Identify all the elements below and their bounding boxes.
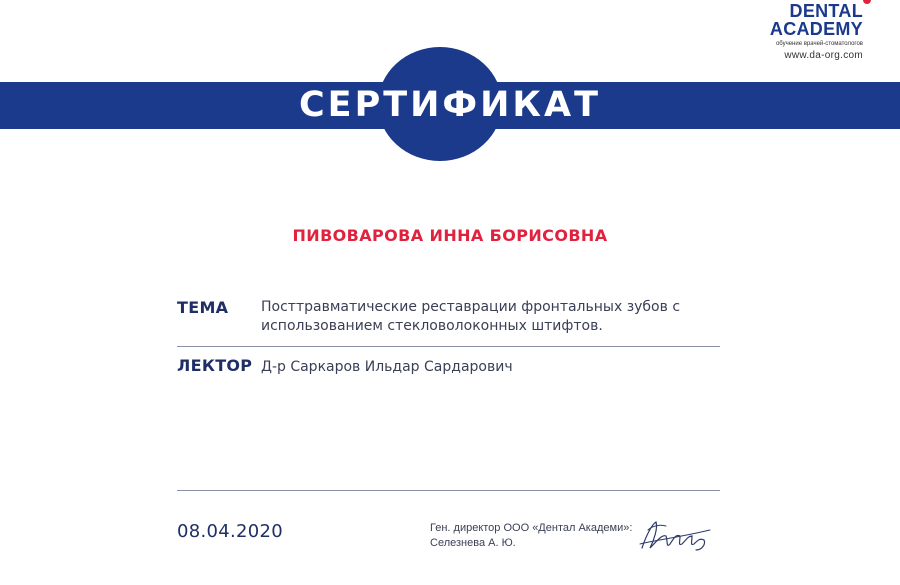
dental-academy-logo [723,0,863,61]
topic-line2: использованием стекловолоконных штифтов. [261,318,603,334]
signatory-name: Селезнева А. Ю. [430,537,516,549]
lecturer-label: ЛЕКТОР [177,356,253,375]
logo-dot [863,0,871,4]
divider-line [177,346,720,347]
logo-tagline: обучение врачей-стоматологов [775,41,863,47]
recipient-name: ПИВОВАРОВА ИННА БОРИСОВНА [292,226,608,245]
footer-divider-line [177,490,720,491]
logo-line2: ACADEMY [769,19,863,39]
logo-url: www.da-org.com [784,50,863,61]
logo-line1: DENTAL [789,1,863,21]
topic-label: ТЕМА [177,298,229,317]
lecturer-value: Д-р Саркаров Ильдар Сардарович [261,359,513,375]
certificate-date: 08.04.2020 [177,521,284,542]
certificate-title: СЕРТИФИКАТ [299,85,601,125]
handwritten-signature [636,514,714,558]
signatory-block [430,521,632,551]
topic-value [261,298,711,336]
topic-line1: Посттравматические реставрации фронтальных зубов с [261,299,681,315]
signatory-title: Ген. директор ООО «Дентал Академи»: [430,522,633,534]
